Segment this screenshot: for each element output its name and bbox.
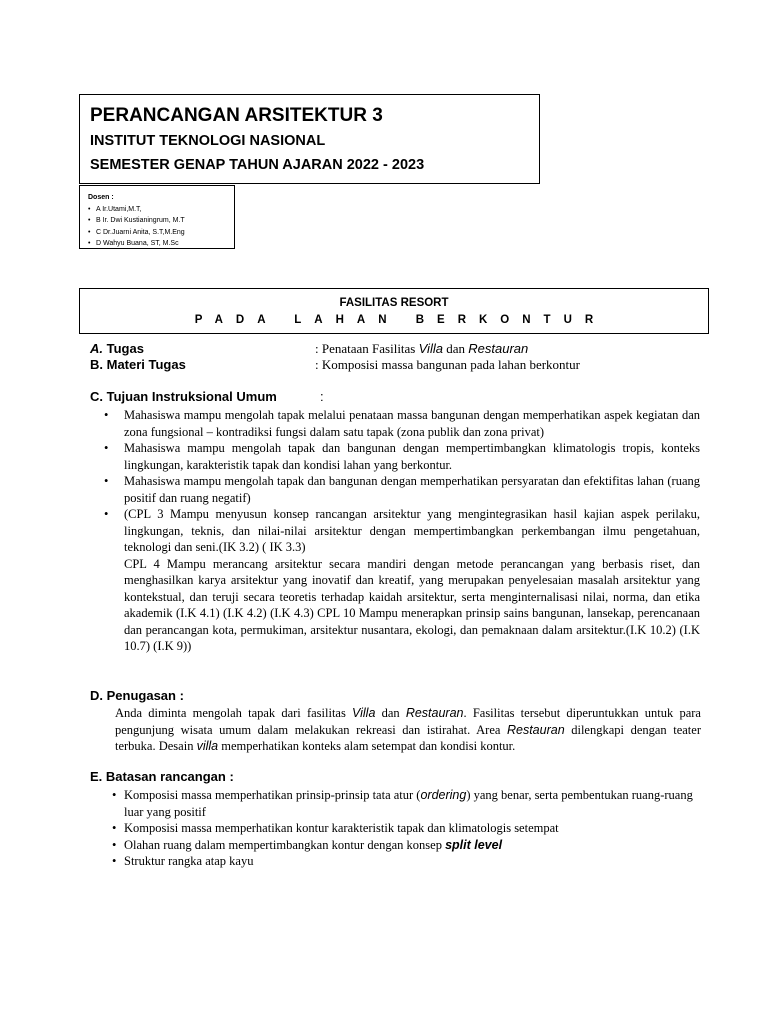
tugas-row (90, 341, 529, 357)
penugasan-restauran: Restauran (506, 722, 565, 737)
cpl-text-2: CPL 4 Mampu merancang arsitektur secara mandiri dengan metode perancangan yang berbasis riset, dan menghasilkan karya arsitektur yang inovatif dan kreatif, yang merupakan penyelesaian masalah arsitektur yang kontekstual, dan teruji secara teoretis terhadap kaidah arsitektur, serta menginternalisasi nilai, norma, dan etika akademik (I.K 4.1) (I.K 4.2) (I.K 4.3) CPL 10 Mampu menerapkan prinsip sains bangunan, lansekap, perencanaan dan perancangan kota, permukiman, arsitektur nusantara, ekologi, dan pemaknaan dalam arsitektur.(I.K 10.2) (I.K 10.7) (I.K 9)) (124, 556, 700, 653)
tugas-value-villa: Villa (418, 341, 443, 356)
bullet-icon: • (112, 821, 117, 835)
list-item (104, 473, 700, 506)
topic-title: FASILITAS RESORT (339, 297, 449, 309)
dosen-item: • D Wahyu Buana, ST, M.Sc (88, 238, 226, 250)
cpl-text: (CPL 3 Mampu menyusun konsep rancangan arsitektur yang mengintegrasikan hasil kajian aspek perilaku, lingkungan, teknis, dan nilai-nilai arsitektur dengan mempertimbangkan perkembangan ilmu pengetahuan, teknologi dan seni.(IK 3.2) ( IK 3.3) (124, 507, 700, 554)
list-item-text: Struktur rangka atap kayu (124, 854, 254, 868)
tugas-letter: A. (90, 341, 103, 356)
dosen-item: • B Ir. Dwi Kustianingrum, M.T (88, 215, 226, 227)
list-item-text: Komposisi massa memperhatikan prinsip-prinsip tata atur ( (124, 788, 421, 802)
tugas-label (90, 341, 144, 356)
list-item-text: Olahan ruang dalam mempertimbangkan kontur dengan konsep (124, 837, 446, 852)
bullet-icon: • (112, 854, 117, 868)
penugasan-villa: villa (196, 739, 219, 753)
materi-row (90, 357, 580, 373)
list-item-text: Mahasiswa mampu mengolah tapak dan bangunan dengan mempertimbangkan klimatologis tropis, konteks lingkungan, karakteristik tapak dan kondisi lahan yang berkontur. (124, 441, 700, 472)
batasan-list (112, 787, 702, 870)
tugas-label-text: Tugas (106, 341, 144, 356)
list-item (104, 506, 700, 655)
bullet-icon: • (112, 837, 117, 852)
dosen-box (79, 185, 235, 249)
penugasan-text: memperhatikan konteks alam setempat dan kondisi kontur. (218, 739, 516, 753)
list-item-text: Mahasiswa mampu mengolah tapak dan bangunan dengan memperhatikan persyaratan dan efektifitas lahan (ruang positif dan ruang negatif) (124, 474, 700, 505)
bullet-icon: • (104, 441, 109, 455)
tujuan-heading (90, 389, 350, 404)
tugas-value-prefix: : Penataan Fasilitas (315, 341, 419, 356)
list-item-text: Mahasiswa mampu mengolah tapak melalui penataan massa bangunan dengan memperhatikan aspek kegiatan dan zona fungsional – kontradiksi fungsi dalam satu tapak (zona publik dan zona privat) (124, 408, 700, 439)
dosen-label: Dosen : (88, 194, 114, 201)
materi-label: B. Materi Tugas (90, 357, 186, 372)
list-item (104, 440, 700, 473)
list-item (112, 853, 702, 870)
tugas-value-restauran: Restauran (468, 341, 529, 356)
bullet-icon: • (104, 474, 109, 488)
list-item-text: Komposisi massa memperhatikan kontur karakteristik tapak dan klimatologis setempat (124, 821, 559, 835)
penugasan-villa: Villa (352, 706, 376, 720)
tujuan-list (104, 407, 700, 655)
penugasan-text: dan (375, 706, 406, 720)
tugas-value-and: dan (442, 341, 469, 356)
header-box (79, 94, 540, 184)
dosen-list (88, 204, 226, 250)
document-title: PERANCANGAN ARSITEKTUR 3 (90, 105, 383, 126)
bullet-icon: • (112, 788, 117, 802)
list-item-text: ) yang benar, serta pembentukan ruang-ruang luar yang positif (124, 788, 693, 819)
tugas-value (315, 341, 655, 357)
list-item-bold-italic: split level (445, 837, 503, 852)
penugasan-restauran: Restauran (405, 706, 464, 720)
penugasan-heading: D. Penugasan : (90, 688, 184, 703)
list-item-italic: ordering (420, 788, 467, 802)
dosen-item: • A Ir.Utami,M.T, (88, 204, 226, 216)
materi-value: : Komposisi massa bangunan pada lahan berkontur (315, 357, 580, 372)
batasan-heading: E. Batasan rancangan : (90, 769, 234, 784)
bullet-icon: • (104, 408, 109, 422)
penugasan-text: . Fasilitas tersebut diperuntukkan untuk para pengunjung wisata umum dalam melakukan rekreasi dan istirahat. Area (115, 706, 701, 737)
dosen-item: • C Dr.Juarni Anita, S.T,M.Eng (88, 227, 226, 239)
penugasan-paragraph (115, 705, 701, 755)
tujuan-colon: : (320, 389, 324, 404)
penugasan-text: dilengkapi dengan teater terbuka. Desain (115, 722, 701, 753)
list-item (112, 787, 702, 820)
list-item (112, 820, 702, 837)
tujuan-heading-text: C. Tujuan Instruksional Umum (90, 389, 277, 404)
topic-box (79, 288, 709, 334)
bullet-icon: • (104, 507, 109, 521)
list-item (112, 837, 702, 854)
penugasan-text: Anda diminta mengolah tapak dari fasilitas (115, 706, 353, 720)
list-item (104, 407, 700, 440)
institution-name: INSTITUT TEKNOLOGI NASIONAL (90, 133, 326, 149)
semester-label: SEMESTER GENAP TAHUN AJARAN 2022 - 2023 (90, 157, 425, 173)
topic-subtitle: PADA LAHAN BERKONTUR (194, 314, 607, 326)
